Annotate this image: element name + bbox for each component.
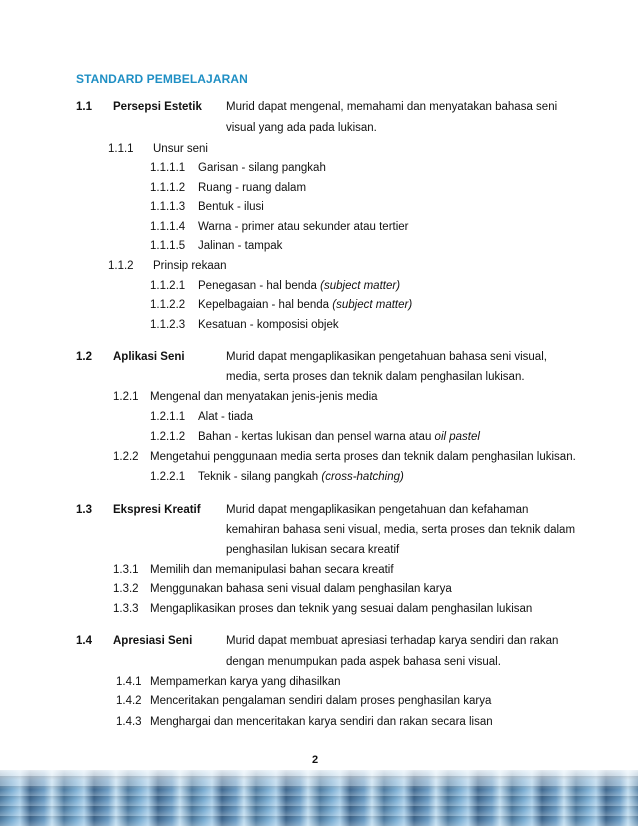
page-number: 2 <box>312 754 319 766</box>
subsection-number: 1.4.3 <box>116 716 142 728</box>
item-text: Kepelbagaian - hal benda (subject matter) <box>198 299 413 311</box>
section-description: penghasilan lukisan secara kreatif <box>226 544 400 556</box>
subsection-number: 1.2.2 <box>113 451 139 463</box>
footer-decoration <box>0 770 638 826</box>
subsection-label: Menggunakan bahasa seni visual dalam penghasilan karya <box>150 583 452 595</box>
item-number: 1.2.2.1 <box>150 471 186 483</box>
item-number: 1.1.1.4 <box>150 221 186 233</box>
section-description: dengan menumpukan pada aspek bahasa seni visual. <box>226 656 501 668</box>
page-title: STANDARD PEMBELAJARAN <box>76 72 248 86</box>
subsection-label: Mengenal dan menyatakan jenis-jenis media <box>150 391 378 403</box>
item-text: Bahan - kertas lukisan dan pensel warna atau oil pastel <box>198 431 480 443</box>
section-description: media, serta proses dan teknik dalam penghasilan lukisan. <box>226 371 525 383</box>
item-number: 1.1.2.3 <box>150 319 186 331</box>
subsection-label: Mengaplikasikan proses dan teknik yang sesuai dalam penghasilan lukisan <box>150 603 533 615</box>
subsection-number: 1.3.2 <box>113 583 139 595</box>
subsection-label: Prinsip rekaan <box>153 260 227 272</box>
subsection-label: Mempamerkan karya yang dihasilkan <box>150 676 341 688</box>
item-number: 1.1.1.5 <box>150 240 186 252</box>
subsection-number: 1.3.1 <box>113 564 139 576</box>
section-number: 1.3 <box>76 504 92 516</box>
subsection-label: Memilih dan memanipulasi bahan secara kreatif <box>150 564 394 576</box>
section-description: visual yang ada pada lukisan. <box>226 122 377 134</box>
section-description: Murid dapat membuat apresiasi terhadap karya sendiri dan rakan <box>226 635 559 647</box>
section-description: Murid dapat mengenal, memahami dan menyatakan bahasa seni <box>226 101 558 113</box>
section-heading: Aplikasi Seni <box>113 351 185 363</box>
subsection-number: 1.4.2 <box>116 695 142 707</box>
subsection-label: Menceritakan pengalaman sendiri dalam proses penghasilan karya <box>150 695 492 707</box>
section-description: Murid dapat mengaplikasikan pengetahuan dan kefahaman <box>226 504 529 516</box>
item-number: 1.1.2.1 <box>150 280 186 292</box>
subsection-number: 1.2.1 <box>113 391 139 403</box>
item-number: 1.1.1.3 <box>150 201 186 213</box>
section-heading: Ekspresi Kreatif <box>113 504 201 516</box>
item-number: 1.2.1.2 <box>150 431 186 443</box>
section-number: 1.2 <box>76 351 92 363</box>
item-number: 1.1.1.2 <box>150 182 186 194</box>
item-text: Jalinan - tampak <box>198 240 283 252</box>
item-number: 1.2.1.1 <box>150 411 186 423</box>
section-heading: Apresiasi Seni <box>113 635 193 647</box>
subsection-label: Menghargai dan menceritakan karya sendiri dan rakan secara lisan <box>150 716 493 728</box>
section-description: Murid dapat mengaplikasikan pengetahuan bahasa seni visual, <box>226 351 547 363</box>
item-text: Penegasan - hal benda (subject matter) <box>198 280 401 292</box>
subsection-number: 1.1.1 <box>108 143 134 155</box>
item-text: Kesatuan - komposisi objek <box>198 319 339 331</box>
item-text: Ruang - ruang dalam <box>198 182 307 194</box>
item-number: 1.1.1.1 <box>150 162 186 174</box>
section-heading: Persepsi Estetik <box>113 101 202 113</box>
subsection-number: 1.1.2 <box>108 260 134 272</box>
subsection-number: 1.4.1 <box>116 676 142 688</box>
subsection-label: Mengetahui penggunaan media serta proses dan teknik dalam penghasilan lukisan. <box>150 451 576 463</box>
section-description: kemahiran bahasa seni visual, media, serta proses dan teknik dalam <box>226 524 576 536</box>
subsection-label: Unsur seni <box>153 143 208 155</box>
item-text: Teknik - silang pangkah (cross-hatching) <box>198 471 404 483</box>
item-text: Garisan - silang pangkah <box>198 162 326 174</box>
item-text: Warna - primer atau sekunder atau tertier <box>198 221 409 233</box>
item-text: Alat - tiada <box>198 411 253 423</box>
subsection-number: 1.3.3 <box>113 603 139 615</box>
item-text: Bentuk - ilusi <box>198 201 264 213</box>
section-number: 1.1 <box>76 101 92 113</box>
section-number: 1.4 <box>76 635 92 647</box>
item-number: 1.1.2.2 <box>150 299 186 311</box>
